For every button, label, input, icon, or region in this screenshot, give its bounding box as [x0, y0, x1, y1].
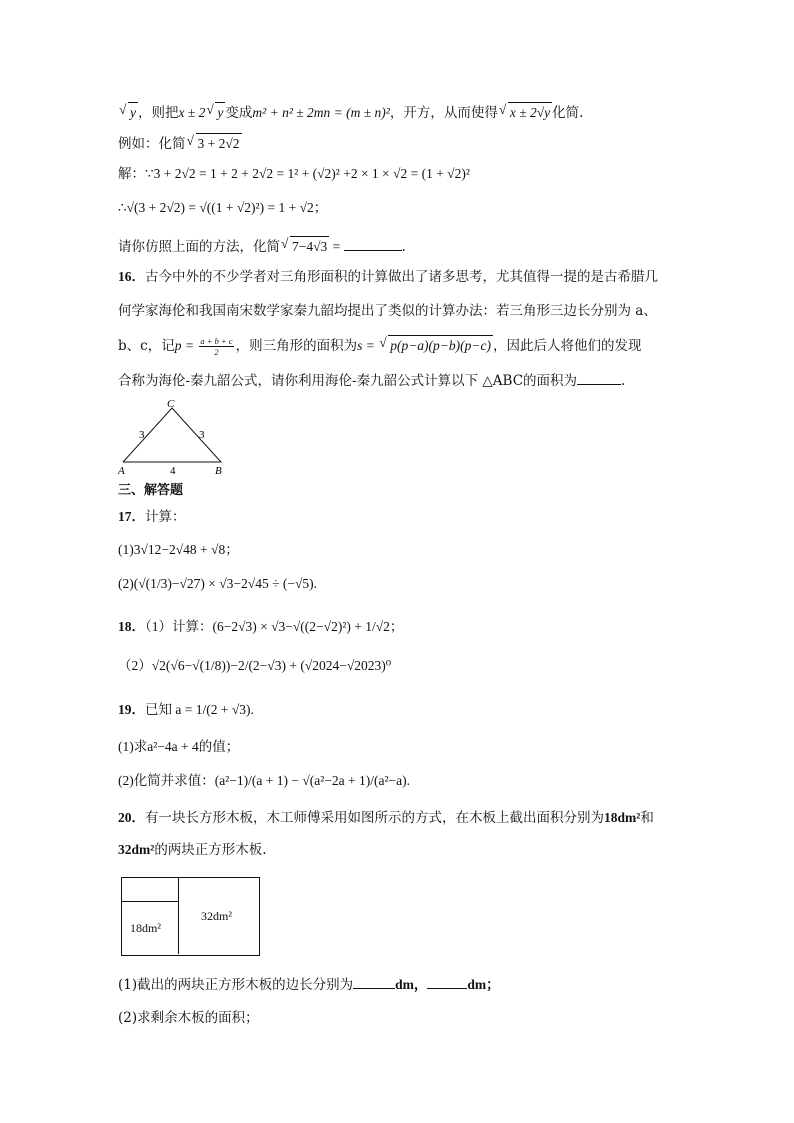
triangle-abc-figure	[115, 396, 235, 478]
vertex-a-label: A	[118, 465, 125, 477]
answer-blank-20b	[427, 974, 467, 989]
q20-part2: (2)求剩余木板的面积；	[118, 1010, 259, 1026]
small-square-label: 18dm²	[130, 921, 161, 935]
q18-part1: 18．（1）计算：(6−2√3) × √3−√((2−√2)²) + 1/√2；	[118, 619, 404, 634]
imitate-line: 请你仿照上面的方法，化简√ 7−4√3 = .	[118, 236, 406, 257]
small-square-top-strip	[122, 878, 179, 902]
q16-number: 16．	[118, 269, 145, 284]
q19-given: 19．已知 a = 1/(2 + √3).	[118, 702, 254, 717]
answer-blank-20a	[353, 974, 395, 989]
sqrt-y: √ y	[128, 102, 138, 123]
q17-part2: (2)(√(1/3)−√27) × √3−2√45 ÷ (−√5).	[118, 576, 317, 591]
q20-line2: 32dm²的两块正方形木板.	[118, 842, 267, 858]
side-ac-label: 3	[139, 429, 145, 441]
q16-line1: 16．古今中外的不少学者对三角形面积的计算做出了诸多思考，尤其值得一提的是古希腊几	[118, 269, 658, 285]
example-line: 例如：化简√ 3 + 2√2	[118, 133, 242, 154]
q16-line4: 合称为海伦-秦九韶公式，请你利用海伦-秦九韶公式计算以下 △ABC的面积为 .	[118, 370, 625, 391]
intro-line1: √ y ，则把x ± 2√ y 变成m² + n² ± 2mn = (m ± n)²，开方，从而使得√ x ± 2√y 化简.	[118, 102, 583, 123]
large-square-label: 32dm²	[201, 909, 232, 923]
vertex-c-label: C	[167, 398, 175, 410]
answer-blank-16	[577, 370, 621, 385]
q17-part1: (1)3√12−2√48 + √8；	[118, 542, 239, 557]
q16-line2: 何学家海伦和我国南宋数学家秦九韶均提出了类似的计算办法：若三角形三边长分别为 a、	[118, 303, 657, 319]
board-figure	[121, 877, 260, 956]
q19-part2: (2)化简并求值：(a²−1)/(a + 1) − √(a²−2a + 1)/(a²−a).	[118, 773, 411, 788]
section-title: 三、解答题	[118, 483, 184, 498]
therefore-line: ∴√(3 + 2√2) = √((1 + √2)²) = 1 + √2；	[118, 200, 328, 215]
q16-line3: b、c，记p = $\frac{a + b + c}{2}$ ，则三角形的面积为s = √ p(p−a)(p−b)(p−c) ，因此后人将他们的发现	[118, 335, 642, 357]
q18-part2: （2）√2(√6−√(1/8))−2/(2−√3) + (√2024−√2023)⁰	[118, 658, 392, 673]
answer-blank-15	[344, 236, 402, 251]
q19-part1: (1)求a²−4a + 4的值；	[118, 739, 240, 754]
q20-line1: 20．有一块长方形木板，木工师傅采用如图所示的方式，在木板上截出面积分别为18dm²和	[118, 810, 654, 826]
triangle-outline	[123, 408, 221, 462]
solution-line: 解：∵3 + 2√2 = 1 + 2 + 2√2 = 1² + (√2)² +2 × 1 × √2 = (1 + √2)²	[118, 166, 470, 182]
heron-semiperimeter-fraction: $\frac{a + b + c}{2}$	[200, 336, 233, 357]
vertex-b-label: B	[215, 465, 222, 477]
side-ab-label: 4	[170, 465, 176, 477]
side-bc-label: 3	[199, 429, 205, 441]
q17-header: 17．计算：	[118, 509, 186, 525]
q20-part1: (1)截出的两块正方形木板的边长分别为 dm， dm；	[118, 974, 500, 995]
